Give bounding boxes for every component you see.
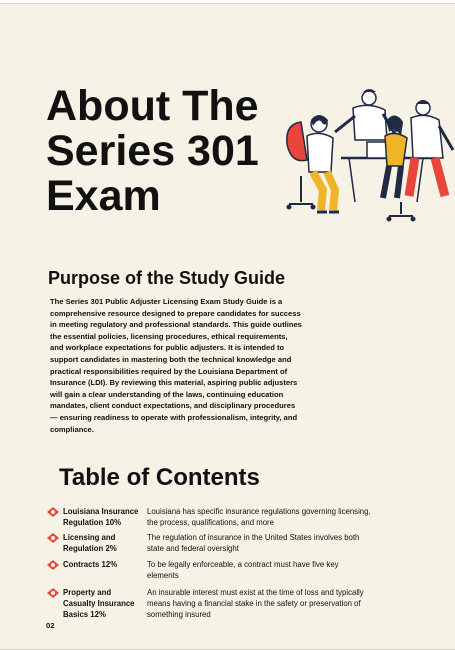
toc-item-label: Louisiana Insurance Regulation 10% <box>63 507 139 527</box>
title-line-3: Exam <box>46 172 161 220</box>
toc-item-label: Contracts 12% <box>63 560 118 569</box>
toc-item-description: The regulation of insurance in the United States involves both state and federal oversight <box>147 533 360 553</box>
toc-item-description: An insurable interest must exist at the time of loss and typically means having a financial stake in the safety or preservation of something insured <box>147 588 364 619</box>
title-line-2: Series 301 <box>46 127 259 175</box>
toc-item-label: Licensing and Regulation 2% <box>63 533 117 553</box>
diamond-bullet-icon <box>46 507 60 517</box>
page-number: 02 <box>46 621 55 630</box>
toc-heading: Table of Contents <box>59 464 260 491</box>
person-seated-left <box>307 115 339 212</box>
diamond-bullet-icon <box>46 533 60 543</box>
purpose-paragraph: The Series 301 Public Adjuster Licensing Exam Study Guide is a comprehensive resource designed to prepare candidates for success in meeting regulatory and professional standards. This guide outlines the essential policies, licensing procedures, ethical requirements, and workplace expectations for public adjusters. It is intended to support candidates in mastering both the technical knowledge and practical responsibilities required by the Louisiana Department of Insurance (LDI). By reviewing this material, aspiring public adjusters will gain a clear understanding of the laws, continuing education mandates, client conduct expectations, and disciplinary procedures — ensuring readiness to operate with professionalism, integrity, and compliance. <box>50 297 302 434</box>
page <box>0 3 455 650</box>
page-title <box>46 84 259 219</box>
person-standing <box>335 89 395 140</box>
diamond-bullet-icon <box>46 588 60 598</box>
chair-right <box>387 202 416 222</box>
team-meeting-illustration <box>283 86 455 224</box>
diamond-bullet-icon <box>46 560 60 570</box>
purpose-heading: Purpose of the Study Guide <box>48 268 286 288</box>
toc-item-description: To be legally enforceable, a contract must have five key elements <box>147 560 339 580</box>
person-right <box>409 100 453 196</box>
toc-item-label: Property and Casualty Insurance Basics 12% <box>63 588 135 619</box>
title-line-1: About The <box>46 82 259 130</box>
toc-item-description: Louisiana has specific insurance regulations governing licensing, the process, qualifications, and more <box>147 507 371 527</box>
